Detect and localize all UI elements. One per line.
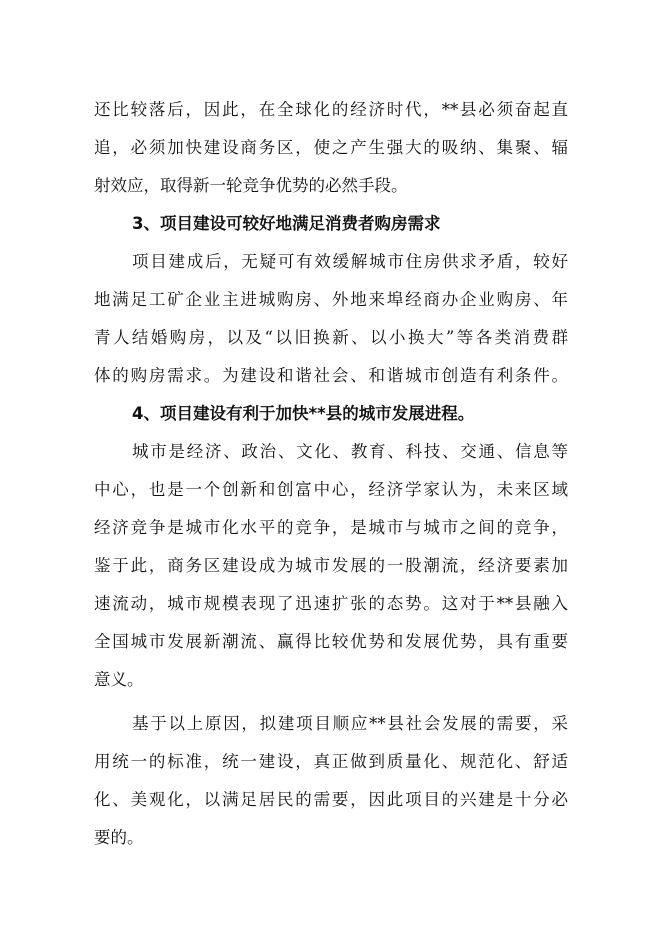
paragraph-2-line-3: 青人结婚购房，以及“以旧换新、以小换大”等各类消费群 xyxy=(94,328,568,347)
paragraph-4-line-3: 化、美观化，以满足居民的需要，因此项目的兴建是十分必 xyxy=(94,790,568,809)
paragraph-3-line-1: 城市是经济、政治、文化、教育、科技、交通、信息等 xyxy=(132,442,568,461)
paragraph-3-line-2: 中心，也是一个创新和创富中心，经济学家认为，未来区域 xyxy=(94,480,568,499)
paragraph-1-line-3: 射效应，取得新一轮竞争优势的必然手段。 xyxy=(94,176,408,195)
paragraph-3-line-3: 经济竞争是城市化水平的竞争，是城市与城市之间的竞争， xyxy=(94,518,568,537)
section-heading-4: 4、项目建设有利于加快**县的城市发展进程。 xyxy=(132,404,475,423)
paragraph-3-line-5: 速流动，城市规模表现了迅速扩张的态势。这对于**县融入 xyxy=(94,594,568,613)
paragraph-1-line-1: 还比较落后，因此，在全球化的经济时代，**县必须奋起直 xyxy=(94,100,568,119)
paragraph-3-line-6: 全国城市发展新潮流、赢得比较优势和发展优势，具有重要 xyxy=(94,632,568,651)
paragraph-1-line-2: 追，必须加快建设商务区，使之产生强大的吸纳、集聚、辐 xyxy=(94,138,568,157)
paragraph-4-line-4: 要的。 xyxy=(94,828,144,847)
paragraph-4-line-2: 用统一的标准，统一建设，真正做到质量化、规范化、舒适 xyxy=(94,752,568,771)
paragraph-3-line-4: 鉴于此，商务区建设成为城市发展的一股潮流，经济要素加 xyxy=(94,556,568,575)
paragraph-3-line-7: 意义。 xyxy=(94,670,144,689)
paragraph-4-line-1: 基于以上原因，拟建项目顺应**县社会发展的需要，采 xyxy=(132,714,568,733)
paragraph-2-line-2: 地满足工矿企业主进城购房、外地来埠经商办企业购房、年 xyxy=(94,290,568,309)
paragraph-2-line-1: 项目建成后，无疑可有效缓解城市住房供求矛盾，较好 xyxy=(132,252,568,271)
paragraph-2-line-4: 体的购房需求。为建设和谐社会、和谐城市创造有利条件。 xyxy=(94,366,568,385)
section-heading-3: 3、项目建设可较好地满足消费者购房需求 xyxy=(132,214,441,233)
